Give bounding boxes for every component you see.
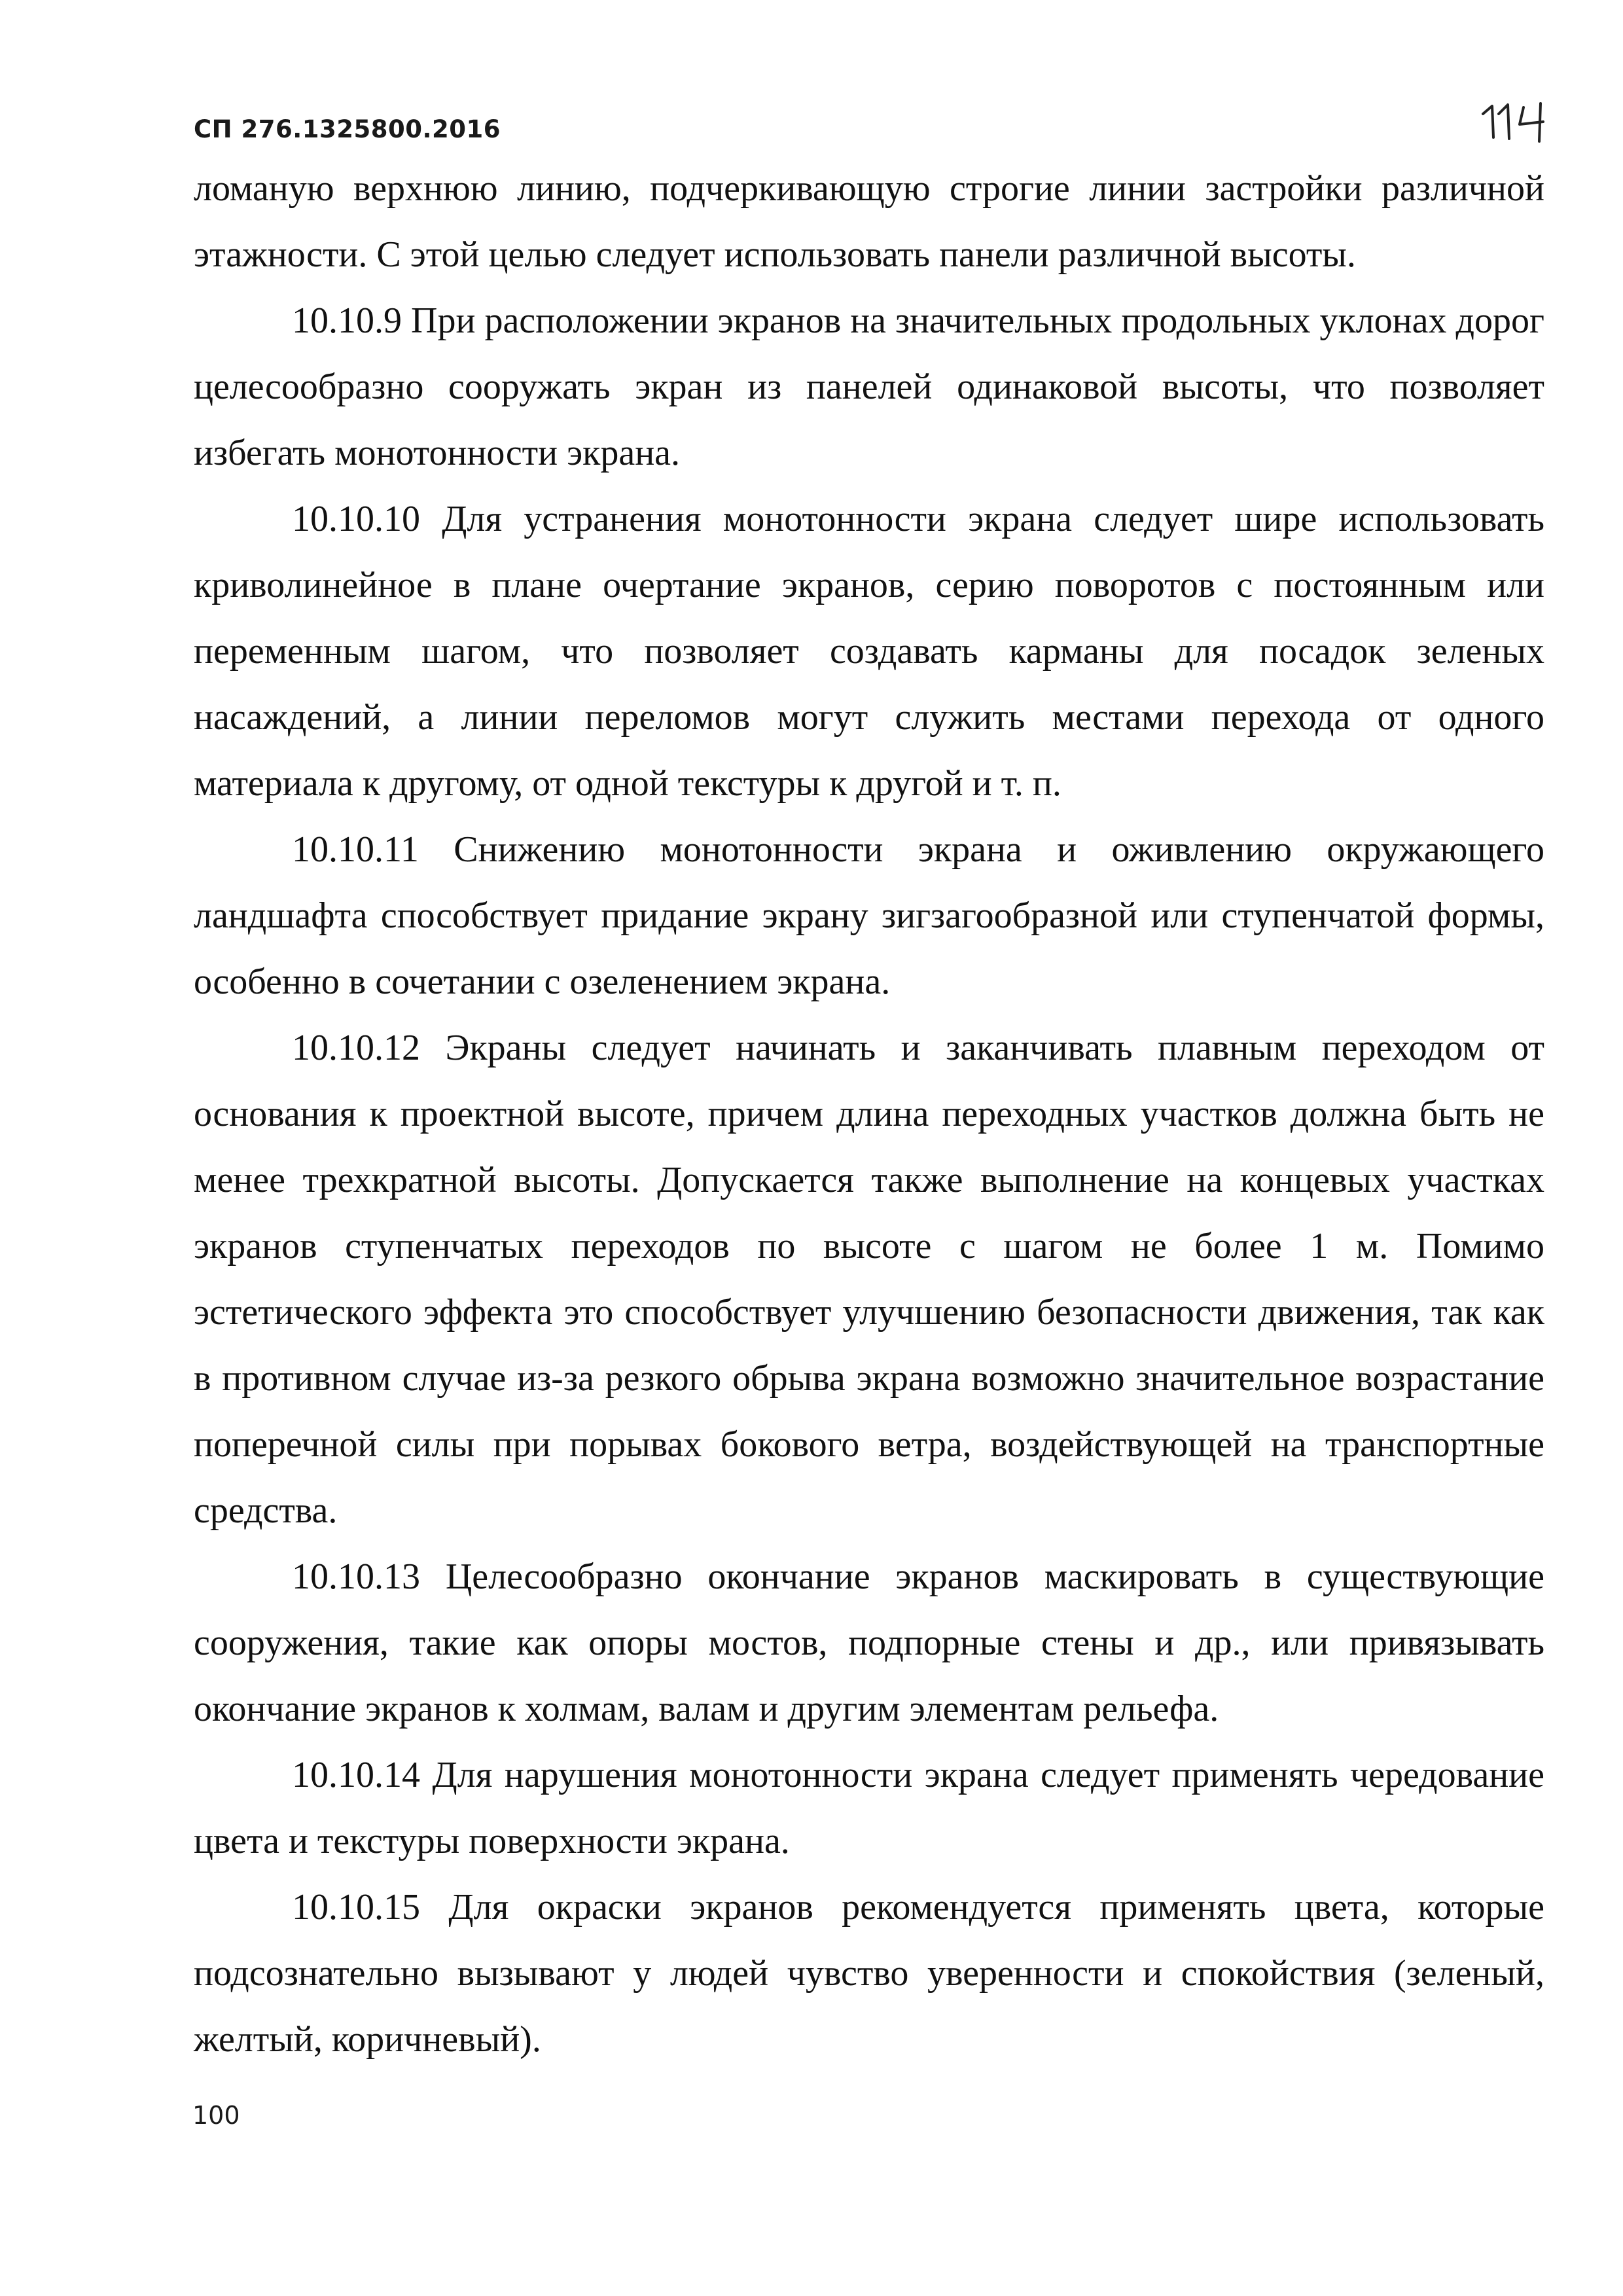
- paragraph-10-10-12: 10.10.12 Экраны следует начинать и заканчивать плавным переходом от основания к проектной высоте, причем длина переходных участков должна быть не менее трехкратной высоты. Допускается также выполнение на концевых участках экранов ступенчатых переходов по высоте с шагом не более 1 м. Помимо эстетического эффекта это способствует улучшению безопасности движения, так как в противном случае из-за резкого обрыва экрана возможно значительное возрастание поперечной силы при порывах бокового ветра, воздействующей на транспортные средства.: [194, 1028, 1544, 1531]
- paragraph-continuation: ломаную верхнюю линию, подчеркивающую строгие линии застройки различной этажности. С этой целью следует использовать панели различной высоты.: [194, 168, 1544, 275]
- paragraph-10-10-13: 10.10.13 Целесообразно окончание экранов маскировать в существующие сооружения, такие как опоры мостов, подпорные стены и др., или привязывать окончание экранов к холмам, валам и другим элементам рельефа.: [194, 1556, 1544, 1729]
- handwritten-page-mark: [1480, 98, 1554, 144]
- paragraph-10-10-11: 10.10.11 Снижению монотонности экрана и оживлению окружающего ландшафта способствует придание экрану зигзагообразной или ступенчатой формы, особенно в сочетании с озеленением экрана.: [194, 829, 1544, 1002]
- document-code: СП 276.1325800.2016: [194, 115, 501, 143]
- body-text: [194, 156, 1544, 2073]
- paragraph-10-10-15: 10.10.15 Для окраски экранов рекомендуется применять цвета, которые подсознательно вызывают у людей чувство уверенности и спокойствия (зеленый, желтый, коричневый).: [194, 1887, 1544, 2060]
- page-number: 100: [192, 2101, 240, 2130]
- paragraph-10-10-14: 10.10.14 Для нарушения монотонности экрана следует применять чередование цвета и текстуры поверхности экрана.: [194, 1755, 1544, 1861]
- paragraph-10-10-10: 10.10.10 Для устранения монотонности экрана следует шире использовать криволинейное в плане очертание экранов, серию поворотов с постоянным или переменным шагом, что позволяет создавать карманы для посадок зеленых насаждений, а линии переломов могут служить местами перехода от одного материала к другому, от одной текстуры к другой и т. п.: [194, 499, 1544, 804]
- paragraph-10-10-9: 10.10.9 При расположении экранов на значительных продольных уклонах дорог целесообразно сооружать экран из панелей одинаковой высоты, что позволяет избегать монотонности экрана.: [194, 300, 1544, 473]
